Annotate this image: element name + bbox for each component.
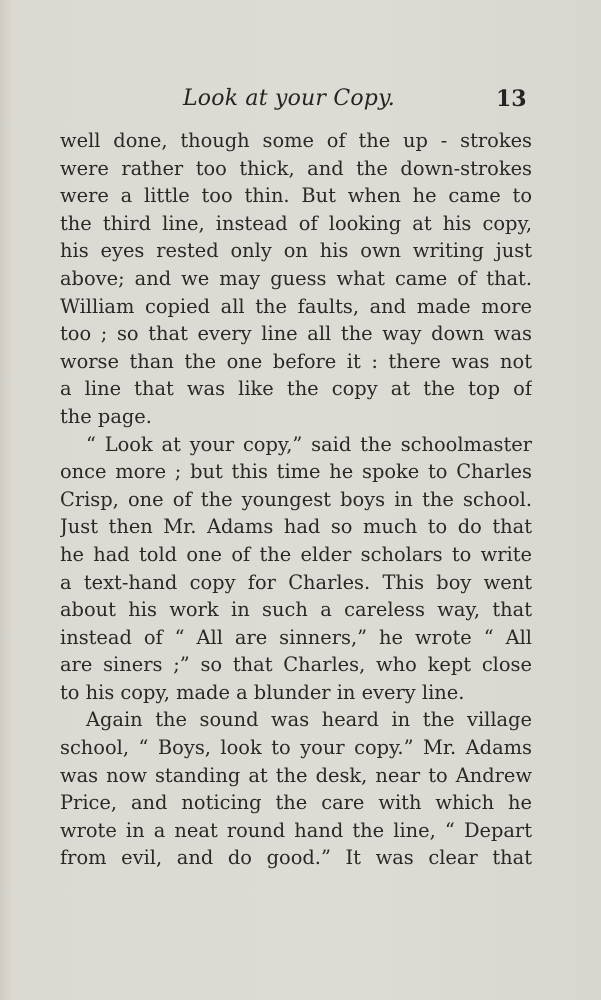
running-head: Look at your Copy.	[183, 86, 395, 111]
body-text	[60, 127, 532, 872]
text-line: the third line, instead of looking at his copy,	[60, 211, 532, 235]
text-line: above; and we may guess what came of that.	[60, 266, 532, 290]
text-line: Crisp, one of the youngest boys in the school.	[60, 487, 532, 511]
paragraph-end-line: to his copy, made a blunder in every line.	[60, 680, 465, 704]
paragraph-end-line: the page.	[60, 404, 152, 428]
text-line: were rather too thick, and the down-strokes	[60, 156, 532, 180]
text-line: wrote in a neat round hand the line, “ Depart	[60, 818, 532, 842]
text-line: he had told one of the elder scholars to write	[60, 542, 532, 566]
text-line: from evil, and do good.” It was clear that	[60, 846, 532, 870]
text-line: worse than the one before it : there was not	[60, 349, 532, 373]
text-line: Just then Mr. Adams had so much to do that	[60, 515, 532, 539]
text-line: well done, though some of the up - strokes	[60, 129, 532, 152]
paragraph-start-line: Again the sound was heard in the village	[86, 708, 532, 732]
text-line: was now standing at the desk, near to Andrew	[60, 763, 532, 787]
text-line: his eyes rested only on his own writing just	[60, 239, 532, 263]
text-line: Price, and noticing the care with which he	[60, 791, 532, 815]
text-line: once more ; but this time he spoke to Charles	[60, 460, 532, 484]
text-line: were a little too thin. But when he came to	[60, 184, 532, 208]
text-line: William copied all the faults, and made more	[60, 294, 532, 318]
page-header	[0, 86, 601, 116]
paragraph-start-line: “ Look at your copy,” said the schoolmaster	[86, 432, 532, 456]
text-line: a line that was like the copy at the top of	[60, 377, 532, 401]
page-number: 13	[496, 86, 527, 112]
text-line: instead of “ All are sinners,” he wrote “ All	[60, 625, 532, 649]
text-line: too ; so that every line all the way down was	[60, 322, 532, 346]
text-line: a text-hand copy for Charles. This boy went	[60, 570, 532, 594]
text-line: are siners ;” so that Charles, who kept close	[60, 653, 532, 677]
text-line: school, “ Boys, look to your copy.” Mr. Adams	[60, 736, 532, 760]
text-line: about his work in such a careless way, that	[60, 598, 532, 622]
